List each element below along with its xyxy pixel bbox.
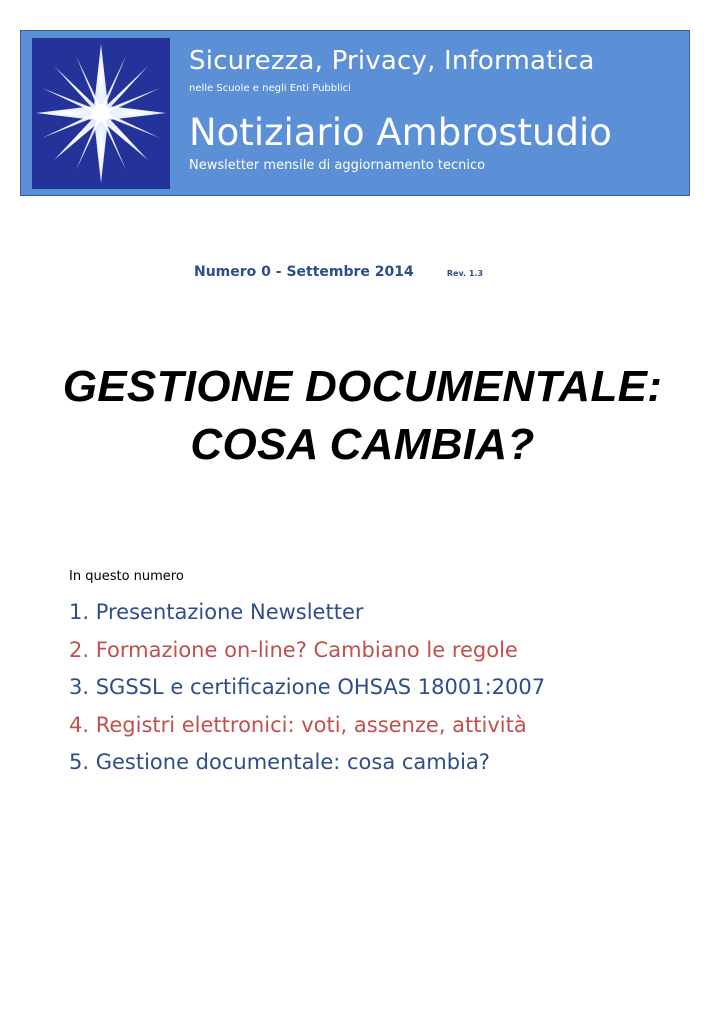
toc-label: In questo numero xyxy=(69,569,184,584)
issue-info xyxy=(194,261,483,280)
newsletter-name: Notiziario Ambrostudio xyxy=(189,111,612,154)
headline-line-2: COSA CAMBIA? xyxy=(190,420,535,469)
banner-subtitle: nelle Scuole e negli Enti Pubblici xyxy=(189,83,351,94)
table-of-contents xyxy=(69,594,545,782)
issue-number: Numero 0 - Settembre 2014 xyxy=(194,264,414,280)
page-title xyxy=(0,358,725,474)
header-banner xyxy=(20,30,690,196)
compass-star-icon xyxy=(32,38,170,189)
banner-title: Sicurezza, Privacy, Informatica xyxy=(189,46,595,76)
toc-item-5: 5. Gestione documentale: cosa cambia? xyxy=(69,750,490,774)
toc-item-3: 3. SGSSL e certificazione OHSAS 18001:2007 xyxy=(69,675,546,699)
banner-tagline: Newsletter mensile di aggiornamento tecnico xyxy=(189,158,486,173)
logo xyxy=(32,38,170,189)
toc-item-2: 2. Formazione on-line? Cambiano le regole xyxy=(69,637,518,662)
revision-label: Rev. 1.3 xyxy=(446,269,484,278)
headline-line-1: GESTIONE DOCUMENTALE: xyxy=(62,362,663,411)
toc-item-4: 4. Registri elettronici: voti, assenze, attività xyxy=(69,712,527,737)
toc-item-1: 1. Presentazione Newsletter xyxy=(69,600,364,624)
